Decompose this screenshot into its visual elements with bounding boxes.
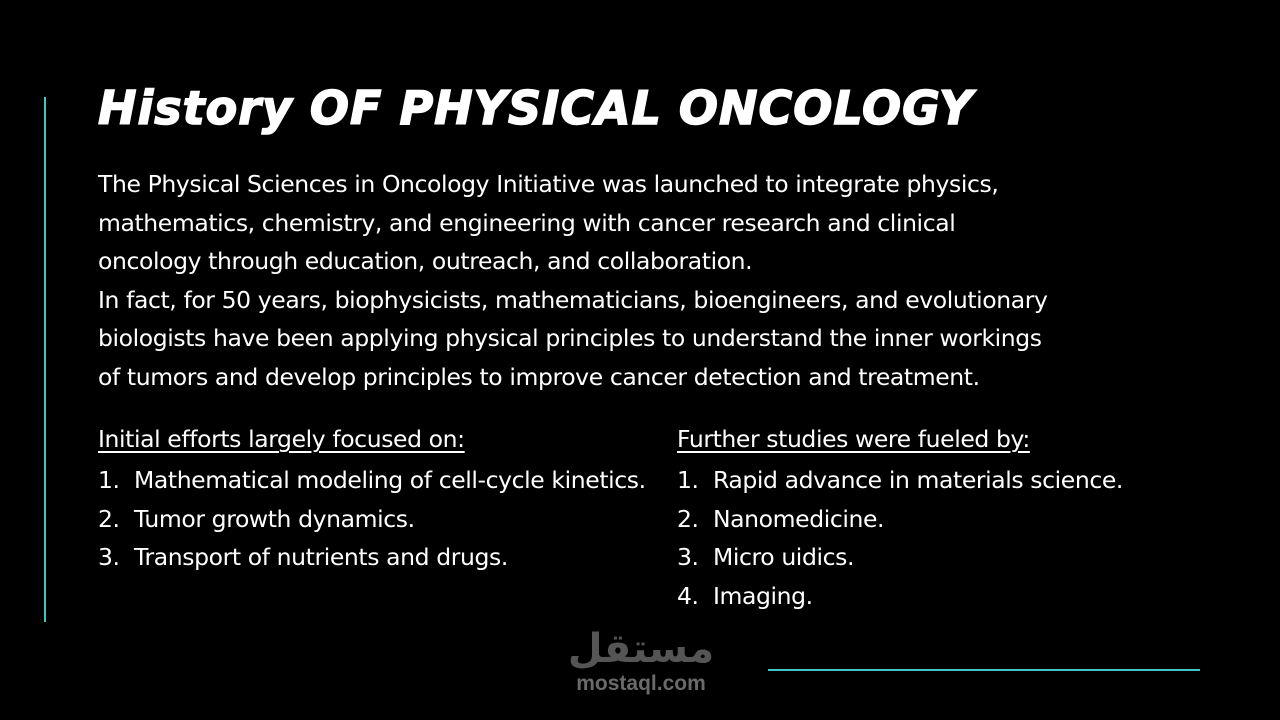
list-item bbox=[677, 461, 1197, 500]
intro-line: oncology through education, outreach, and collaboration. bbox=[98, 247, 753, 275]
list-item-number: 2. bbox=[98, 504, 120, 533]
intro-line: The Physical Sciences in Oncology Initiative was launched to integrate physics, bbox=[98, 170, 999, 198]
list-item-number: 2. bbox=[677, 504, 699, 533]
intro-paragraph bbox=[98, 165, 1218, 396]
list-item bbox=[98, 461, 658, 500]
list-item bbox=[677, 577, 1197, 616]
list-item bbox=[98, 538, 658, 577]
list-item-text: Nanomedicine. bbox=[713, 504, 885, 533]
initial-efforts-list bbox=[98, 461, 658, 577]
list-item-number: 4. bbox=[677, 581, 699, 610]
further-studies-heading: Further studies were fueled by: bbox=[677, 425, 1030, 453]
watermark-latin: mostaql.com bbox=[576, 672, 706, 695]
list-item-number: 1. bbox=[677, 466, 699, 494]
slide-title: History OF PHYSICAL ONCOLOGY bbox=[98, 81, 974, 135]
intro-line: In fact, for 50 years, biophysicists, mathematicians, bioengineers, and evolutionary bbox=[98, 285, 1048, 314]
watermark bbox=[556, 626, 726, 696]
list-item-text: Micro uidics. bbox=[713, 543, 855, 571]
initial-efforts-heading: Initial efforts largely focused on: bbox=[98, 425, 465, 453]
intro-line: of tumors and develop principles to improve cancer detection and treatment. bbox=[98, 362, 980, 391]
list-item-text: Transport of nutrients and drugs. bbox=[134, 543, 508, 571]
accent-line-bottom bbox=[768, 669, 1200, 671]
list-item-text: Mathematical modeling of cell-cycle kinetics. bbox=[134, 466, 646, 494]
further-studies-column bbox=[677, 421, 1197, 615]
list-item-number: 1. bbox=[98, 466, 120, 494]
watermark-arabic: مستقل bbox=[567, 626, 715, 672]
further-studies-list bbox=[677, 461, 1197, 615]
intro-line: biologists have been applying physical principles to understand the inner workings bbox=[98, 324, 1042, 352]
list-item-text: Tumor growth dynamics. bbox=[134, 504, 415, 533]
list-item-number: 3. bbox=[677, 543, 699, 571]
intro-line: mathematics, chemistry, and engineering with cancer research and clinical bbox=[98, 208, 956, 237]
list-item bbox=[98, 500, 658, 539]
list-item-text: Imaging. bbox=[713, 581, 813, 610]
accent-line-left bbox=[44, 97, 46, 622]
list-item-number: 3. bbox=[98, 543, 120, 571]
list-item bbox=[677, 538, 1197, 577]
initial-efforts-column bbox=[98, 421, 658, 577]
list-item-text: Rapid advance in materials science. bbox=[713, 466, 1123, 494]
list-item bbox=[677, 500, 1197, 539]
